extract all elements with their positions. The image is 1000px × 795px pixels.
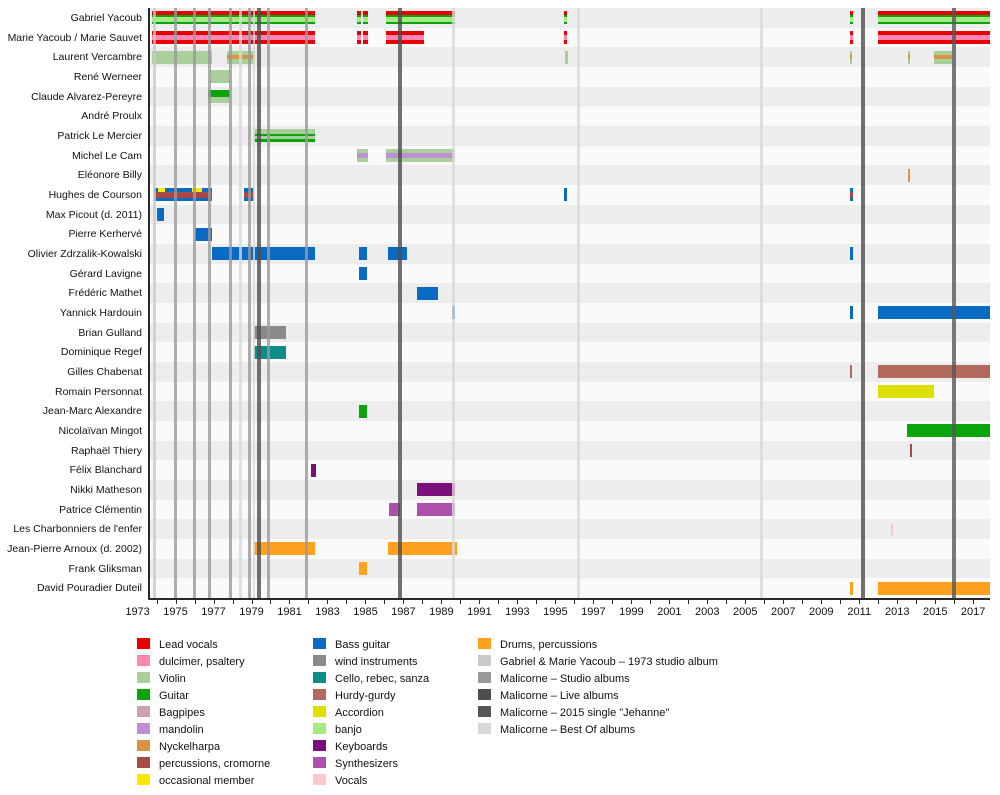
album-marker-line [760,8,763,598]
legend-label: Nyckelharpa [159,741,221,753]
timeline-bar [850,51,852,64]
album-marker-line [305,8,308,598]
legend-swatch-bestof [478,723,491,734]
timeline-bar [878,306,990,319]
member-name: Eléonore Billy [77,169,142,182]
x-axis [125,600,988,624]
legend-swatch-occasional [137,774,150,785]
legend-item [313,773,367,790]
legend-item [137,739,220,756]
legend-swatch-wind [313,655,326,666]
album-marker-line [257,8,261,598]
axis-tick [441,600,442,604]
timeline-bar [850,247,853,260]
timeline-bar [891,523,893,536]
legend-label: Bagpipes [159,707,205,719]
axis-tick [289,600,290,604]
legend-item [478,671,630,688]
bar-stripe-vocals [891,523,893,536]
member-name: Dominique Regef [60,346,142,359]
axis-tick [517,600,518,604]
bar-stripe-lead [850,40,853,44]
bar-stripe-bass [157,208,165,221]
axis-tick [498,600,499,604]
legend-item [313,654,418,671]
legend-item [137,637,218,654]
axis-year-label: 1985 [353,606,378,618]
axis-tick [270,600,271,604]
axis-year-label: 1975 [163,606,188,618]
legend-swatch-studio [478,672,491,683]
legend-label: occasional member [159,775,255,787]
legend-label: Malicorne – Live albums [500,690,619,702]
legend-swatch-lead [137,638,150,649]
bar-stripe-bass [850,198,853,202]
timeline-bar [363,31,368,44]
axis-tick [157,600,158,604]
legend-label: wind instruments [335,656,418,668]
legend-label: banjo [335,724,362,736]
timeline-bar [157,208,165,221]
bar-stripe-bass [359,267,367,280]
legend-swatch-bass [313,638,326,649]
axis-year-label: 2009 [809,606,834,618]
bar-stripe-violin [357,158,368,162]
axis-tick [688,600,689,604]
timeline-bar [417,503,455,516]
axis-tick [878,600,879,604]
axis-year-label: 2013 [884,606,910,618]
axis-tick [233,600,234,604]
axis-tick [384,600,385,604]
member-name: Gabriel Yacoub [70,11,142,24]
axis-year-label: 1981 [277,606,302,618]
legend-item [313,637,390,654]
member-name: Jean-Pierre Arnoux (d. 2002) [7,542,142,555]
timeline-bar [158,188,166,201]
axis-year-label: 2003 [695,606,720,618]
bar-stripe-percussions_cromorne [910,444,912,457]
axis-year-label: 1987 [391,606,416,618]
timeline-bar [363,11,368,24]
timeline-bar [910,444,912,457]
axis-tick [460,600,461,604]
timeline-bar [386,11,454,24]
album-marker-line [577,8,580,598]
legend-item [313,739,388,756]
member-name: Patrick Le Mercier [57,129,142,142]
legend-label: Drums, percussions [500,639,598,651]
legend-swatch-album1973 [478,655,491,666]
timeline-bar [212,247,316,260]
bar-stripe-bass [850,306,853,319]
axis-tick [308,600,309,604]
legend-swatch-live [478,689,491,700]
timeline-bar [359,267,367,280]
bar-stripe-hurdygurdy [850,365,852,378]
legend-item [478,637,597,654]
legend-swatch-violin [137,672,150,683]
bar-stripe-drums [850,582,853,595]
axis-tick [403,600,404,604]
legend-swatch-drums [478,638,491,649]
legend-label: Cello, rebec, sanza [335,673,430,685]
legend-label: Gabriel & Marie Yacoub – 1973 studio album [500,656,718,668]
timeline-bar [907,424,990,437]
bar-stripe-bass [359,247,367,260]
member-name: Olivier Zdrzalik-Kowalski [27,247,142,260]
axis-year-label: 2017 [960,606,986,618]
legend-item [313,688,396,705]
timeline-bar [878,365,990,378]
bar-stripe-violin [152,51,212,64]
axis-year-label: 2007 [771,606,796,618]
member-name: Patrice Clémentin [59,503,142,516]
member-name: Brian Gulland [78,326,142,339]
axis-tick [897,600,898,604]
bar-stripe-violin [908,59,910,63]
legend-item [478,654,718,671]
legend-swatch-cello [313,672,326,683]
legend-item [313,705,384,722]
axis-year-label: 2001 [657,606,682,618]
timeline-bar [878,582,990,595]
timeline-bar [878,31,990,44]
legend-label: Synthesizers [335,758,398,770]
axis-tick [536,600,537,604]
member-name: Nikki Matheson [70,483,142,496]
bar-stripe-lead [878,40,990,44]
bar-stripe-guitar [363,22,368,25]
member-name: Frank Gliksman [68,562,142,575]
legend-item [137,654,245,671]
bar-stripe-bass [417,287,438,300]
timeline-plot-area [148,8,990,600]
bar-stripe-bass [878,306,990,319]
legend-label: Hurdy-gurdy [335,690,396,702]
bar-stripe-synthesizers [417,503,455,516]
axis-year-label: 1993 [505,606,530,618]
member-name: Jean-Marc Alexandre [42,405,142,418]
timeline-bar [878,385,934,398]
timeline-bar [564,188,567,201]
axis-year-label: 1983 [315,606,340,618]
legend-item [313,756,398,773]
album-marker-line [229,8,232,598]
axis-tick [935,600,936,604]
member-name: Nicolaïvan Mingot [58,424,142,437]
legend-swatch-accordion [313,706,326,717]
legend-label: Malicorne – 2015 single "Jehanne" [500,707,670,719]
legend-label: Accordion [335,707,384,719]
bar-stripe-violin [386,158,454,162]
axis-year-label: 1997 [581,606,606,618]
axis-tick [821,600,822,604]
legend-label: percussions, cromorne [159,758,271,770]
axis-tick [726,600,727,604]
bar-stripe-guitar [878,22,990,25]
timeline-bar [386,31,424,44]
axis-tick [479,600,480,604]
timeline-bar [357,31,361,44]
legend-item [478,722,635,739]
bar-stripe-bass [158,198,166,202]
member-name: Félix Blanchard [69,464,142,477]
member-name: Michel Le Cam [71,149,142,162]
axis-year-label: 1999 [619,606,644,618]
album-marker-line [193,8,196,598]
bar-stripe-violin [210,70,231,83]
axis-tick [214,600,215,604]
timeline-bar [850,306,853,319]
legend-swatch-synthesizers [313,757,326,768]
axis-tick [176,600,177,604]
album-marker-line [452,8,455,598]
member-name: René Werneer [73,70,142,83]
axis-year-label: 1989 [429,606,454,618]
bar-stripe-lead [386,40,424,44]
legend-swatch-percussions_cromorne [137,757,150,768]
timeline-bar [417,287,438,300]
album-marker-line [398,8,402,598]
legend-label: Guitar [159,690,189,702]
member-name: Hughes de Courson [48,188,142,201]
axis-tick [859,600,860,604]
legend-label: Vocals [335,775,368,787]
bar-stripe-guitar [386,22,454,25]
bar-stripe-bass [564,188,567,201]
timeline-bar [934,51,952,64]
member-name: Gilles Chabenat [67,365,142,378]
legend-item [137,688,189,705]
bar-stripe-lead [363,40,368,44]
axis-tick [252,600,253,604]
timeline-bar [850,188,853,201]
member-name: Max Picout (d. 2011) [45,208,142,221]
member-name: Raphaël Thiery [70,444,142,457]
legend-label: Keyboards [335,741,388,753]
axis-year-label: 1979 [239,606,264,618]
timeline-bar [850,582,853,595]
legend-swatch-hurdygurdy [313,689,326,700]
bar-stripe-drums [359,562,367,575]
axis-tick [612,600,613,604]
axis-year-label: 1977 [201,606,226,618]
legend-swatch-nyckelharpa [137,740,150,751]
timeline-bar [311,464,316,477]
legend-swatch-dulcimer [137,655,150,666]
legend-swatch-bagpipes [137,706,150,717]
axis-year-label: 2005 [733,606,758,618]
legend-swatch-guitar [137,689,150,700]
bar-stripe-accordion [878,385,934,398]
legend-swatch-mandolin [137,723,150,734]
legend-item [313,722,362,739]
album-marker-line [267,8,270,598]
legend-item [137,722,204,739]
member-name-column [0,8,142,598]
timeline-bar [359,562,367,575]
timeline-bar [908,51,910,64]
member-name: André Proulx [81,110,142,123]
legend-item [478,688,619,705]
axis-tick [954,600,955,604]
axis-tick [195,600,196,604]
timeline-bar [152,51,212,64]
legend-item [137,671,186,688]
axis-tick [650,600,651,604]
album-marker-line [208,8,211,598]
member-name: Pierre Kerhervé [68,228,142,241]
legend-label: Violin [159,673,186,685]
legend-label: Bass guitar [335,639,391,651]
axis-year-label: 1991 [467,606,492,618]
axis-tick [802,600,803,604]
bar-stripe-violin [934,59,952,63]
timeline-bar [850,11,853,24]
timeline-bar [564,11,567,24]
timeline-bar [359,405,367,418]
axis-tick [422,600,423,604]
axis-tick [916,600,917,604]
axis-tick [973,600,974,604]
legend-swatch-jehanne [478,706,491,717]
bar-stripe-guitar [357,22,361,25]
axis-tick [555,600,556,604]
axis-tick [593,600,594,604]
album-marker-line [861,8,865,598]
timeline-bar [359,247,367,260]
album-marker-line [248,8,251,598]
axis-tick [783,600,784,604]
bar-stripe-violin [850,59,852,63]
bar-stripe-guitar [907,424,990,437]
member-name: Gérard Lavigne [69,267,142,280]
timeline-bar [850,31,853,44]
timeline-bar [908,169,910,182]
bar-stripe-lead [357,40,361,44]
member-name: Laurent Vercambre [52,51,142,64]
legend-label: Lead vocals [159,639,218,651]
legend-swatch-keyboards [313,740,326,751]
axis-tick [346,600,347,604]
legend-swatch-vocals [313,774,326,785]
album-marker-line [952,8,956,598]
legend-label: Malicorne – Studio albums [500,673,630,685]
member-name: Romain Personnat [55,385,142,398]
member-name: Marie Yacoub / Marie Sauvet [7,31,142,44]
axis-tick [745,600,746,604]
bar-stripe-bass [212,247,316,260]
axis-year-label: 2015 [922,606,948,618]
legend-label: mandolin [159,724,204,736]
member-name: Claude Alvarez-Pereyre [31,90,142,103]
axis-tick [574,600,575,604]
timeline-bar [417,483,455,496]
bar-stripe-lead [564,40,567,44]
member-name: Yannick Hardouin [59,306,142,319]
bar-stripe-guitar [359,405,367,418]
axis-tick [327,600,328,604]
album-marker-line [239,8,242,598]
legend-label: dulcimer, psaltery [159,656,245,668]
bar-stripe-hurdygurdy [878,365,990,378]
bar-stripe-guitar [564,22,567,25]
axis-year-label: 1973 [125,606,150,618]
legend-item [137,773,254,790]
timeline-bar [386,149,454,162]
timeline-bar [210,70,231,83]
member-name: Les Charbonniers de l'enfer [13,523,142,536]
member-name: Frédéric Mathet [68,287,142,300]
timeline-bar [850,365,852,378]
legend-item [137,756,270,773]
timeline-bar [357,11,361,24]
axis-tick [764,600,765,604]
legend [137,637,997,793]
timeline-bar [564,31,567,44]
axis-tick [669,600,670,604]
bar-stripe-guitar [850,22,853,25]
timeline-bar [357,149,368,162]
axis-tick [365,600,366,604]
axis-year-label: 2011 [847,606,872,618]
bar-stripe-nyckelharpa [908,169,910,182]
bar-stripe-keyboards [311,464,316,477]
album-marker-line [153,8,156,598]
axis-year-label: 1995 [543,606,568,618]
timeline-bar [878,11,990,24]
bar-stripe-bass [850,247,853,260]
axis-tick [631,600,632,604]
member-name: David Pouradier Duteil [36,582,142,595]
bar-stripe-drums [878,582,990,595]
legend-item [137,705,205,722]
legend-item [478,705,669,722]
legend-swatch-banjo [313,723,326,734]
axis-tick [840,600,841,604]
axis-tick [707,600,708,604]
timeline-bar [565,51,568,64]
legend-label: Malicorne – Best Of albums [500,724,636,736]
legend-item [313,671,429,688]
album-marker-line [253,8,255,598]
album-marker-line [174,8,177,598]
bar-stripe-keyboards [417,483,455,496]
bar-stripe-violin [565,51,568,64]
